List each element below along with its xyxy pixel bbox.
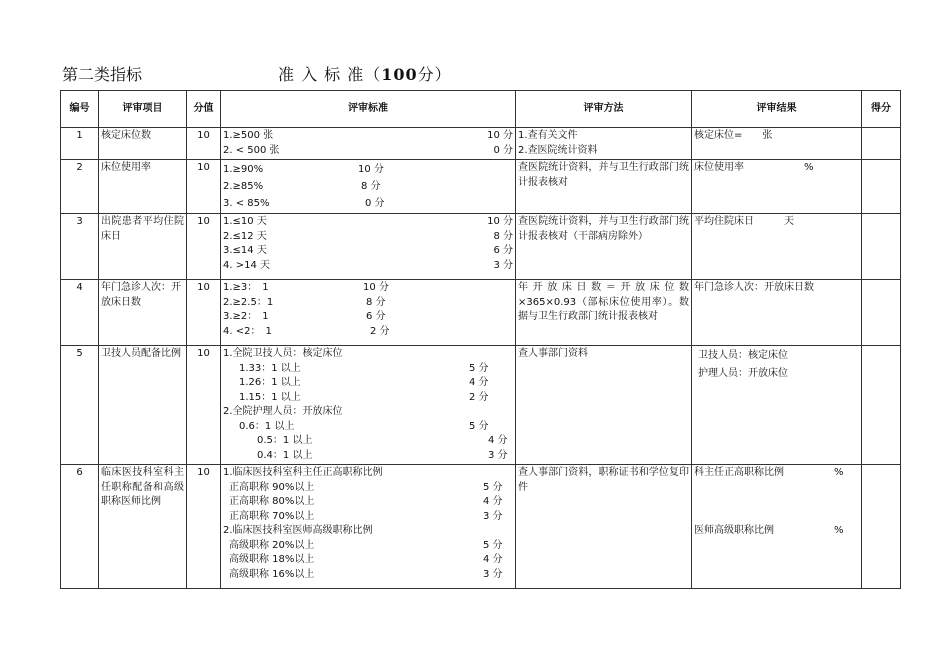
- header-no: 编号: [61, 91, 99, 128]
- table-row: [61, 346, 901, 465]
- row-criteria: 1.临床医技科室科主任正高职称比例 正高职称 90%以上 5 分 正高职称 80%以上 4 分 正高职称 70%以上 3 分 2.临床医技科室医师高级职称比例 高级职称 20%以上 5 分 高级职称 18%以上 4 分 高级职称 16%以上 3 分: [221, 465, 516, 589]
- row-method: 年开放床日数＝开放床位数×365×0.93（部标床位使用率）。数据与卫生行政部门统计报表核对: [516, 280, 692, 346]
- row-result: 年门急诊人次：开放床日数: [692, 280, 862, 346]
- row-criteria: 1.≥3： 1 10 分 2.≥2.5：1 8 分 3.≥2： 1 6 分 4. <2： 1 2 分: [221, 280, 516, 346]
- row-item: 出院患者平均住院床日: [99, 214, 187, 280]
- row-criteria: 1.≤10 天 10 分 2.≤12 天 8 分 3.≤14 天 6 分 4. >14 天 3 分: [221, 214, 516, 280]
- standard-title: 准 入 标 准（100分）: [278, 65, 452, 84]
- row-method: 查医院统计资料，并与卫生行政部门统计报表核对: [516, 160, 692, 214]
- row-got: [862, 160, 901, 214]
- row-got: [862, 214, 901, 280]
- header-method: 评审方法: [516, 91, 692, 128]
- header-score: 分值: [187, 91, 221, 128]
- row-no: 6: [61, 465, 99, 589]
- row-criteria: 1.≥90% 10 分 2.≥85% 8 分 3. < 85% 0 分: [221, 160, 516, 214]
- header-item: 评审项目: [99, 91, 187, 128]
- row-got: [862, 465, 901, 589]
- row-got: [862, 128, 901, 160]
- row-item: 卫技人员配备比例: [99, 346, 187, 465]
- row-item: 临床医技科室科主任职称配备和高级职称医师比例: [99, 465, 187, 589]
- table-row: [61, 128, 901, 160]
- category-label: 第二类指标: [62, 65, 143, 84]
- row-method: 1.查有关文件 2.查医院统计资料: [516, 128, 692, 160]
- row-result: 核定床位= 张: [692, 128, 862, 160]
- row-score: 10: [187, 214, 221, 280]
- row-no: 5: [61, 346, 99, 465]
- row-score: 10: [187, 346, 221, 465]
- row-no: 2: [61, 160, 99, 214]
- row-no: 1: [61, 128, 99, 160]
- row-result: 平均住院床日 天: [692, 214, 862, 280]
- row-score: 10: [187, 280, 221, 346]
- row-no: 3: [61, 214, 99, 280]
- header-got: 得分: [862, 91, 901, 128]
- table-row: [61, 214, 901, 280]
- row-score: 10: [187, 128, 221, 160]
- row-method: 查人事部门资料，职称证书和学位复印件: [516, 465, 692, 589]
- row-criteria: 1.≥500 张 10 分 2. < 500 张 0 分: [221, 128, 516, 160]
- row-item: 年门急诊人次：开放床日数: [99, 280, 187, 346]
- row-result: 床位使用率 %: [692, 160, 862, 214]
- row-method: 查医院统计资料，并与卫生行政部门统计报表核对（干部病房除外）: [516, 214, 692, 280]
- row-score: 10: [187, 160, 221, 214]
- header-criteria: 评审标准: [221, 91, 516, 128]
- row-criteria: 1.全院卫技人员：核定床位 1.33：1 以上 5 分 1.26：1 以上 4 分 1.15：1 以上 2 分 2.全院护理人员：开放床位 0.6：1 以上 5 分 0.5：1 以上 4 分 0.4：1 以上 3 分: [221, 346, 516, 465]
- row-no: 4: [61, 280, 99, 346]
- row-got: [862, 280, 901, 346]
- row-method: 查人事部门资料: [516, 346, 692, 465]
- row-score: 10: [187, 465, 221, 589]
- row-item: 核定床位数: [99, 128, 187, 160]
- row-result: 卫技人员：核定床位 护理人员：开放床位: [692, 346, 862, 465]
- header-row: [61, 91, 901, 128]
- row-got: [862, 346, 901, 465]
- row-item: 床位使用率: [99, 160, 187, 214]
- header-result: 评审结果: [692, 91, 862, 128]
- row-result: 科主任正高职称比例 % 医师高级职称比例 %: [692, 465, 862, 589]
- evaluation-table: [60, 90, 901, 589]
- table-row: [61, 465, 901, 589]
- table-row: [61, 280, 901, 346]
- table-row: [61, 160, 901, 214]
